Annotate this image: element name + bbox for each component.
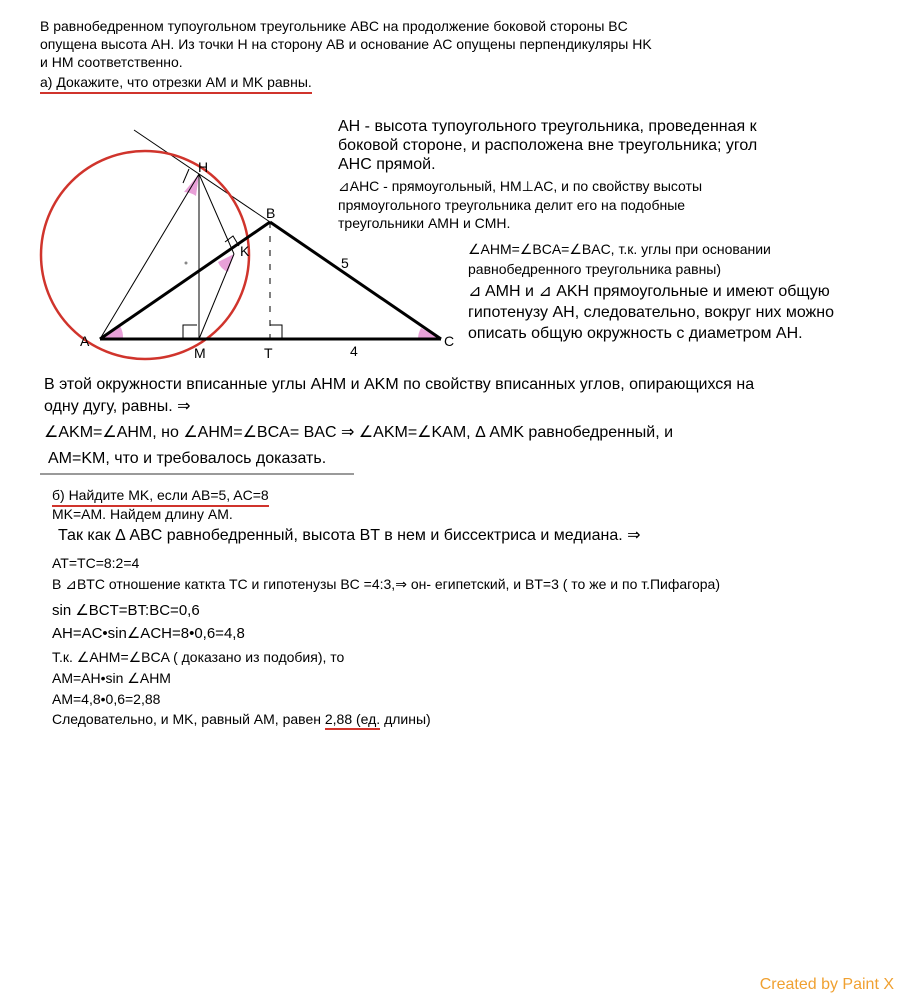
part-b-line-4: В ⊿BTC отношение катктa TC и гипотенузы BC =4:3,⇒ он- египетский, и BT=3 ( то же и по т.Пифагора) xyxy=(52,576,721,592)
explanation-p4-line-2: гипотенузу AH, следовательно, вокруг них можно xyxy=(468,304,834,321)
explanation-p2-line-3: треугольники AMH и CMH. xyxy=(338,215,511,231)
explanation-p2-line-1: ⊿AHC - прямоугольный, HM⊥AC, и по свойству высоты xyxy=(338,178,702,194)
explanation-p4-line-3: описать общую окружность с диаметром AH. xyxy=(468,325,803,342)
conclusion-prefix: Следовательно, и MK, равный AM, равен xyxy=(52,711,325,727)
altitude-ah xyxy=(100,174,199,339)
right-angle-t xyxy=(270,325,282,339)
part-b-line-9: AM=4,8•0,6=2,88 xyxy=(52,691,161,707)
conclusion-suffix: длины) xyxy=(380,711,431,727)
part-a-question: а) Докажите, что отрезки AM и MK равны. xyxy=(40,74,312,94)
label-t: T xyxy=(264,345,273,361)
right-angle-h xyxy=(183,169,189,183)
label-k: K xyxy=(240,243,250,259)
label-b: B xyxy=(266,205,276,221)
proof-line-4: AM=KM, что и требовалось доказать. xyxy=(48,450,327,467)
part-b-line-2: Так как Δ ABC равнобедренный, высота BT в нем и биссектриса и медиана. ⇒ xyxy=(58,527,641,544)
explanation-p2-line-2: прямоугольного треугольника делит его на подобные xyxy=(338,197,686,213)
label-bc-length: 5 xyxy=(341,255,349,271)
proof-line-2: одну дугу, равны. ⇒ xyxy=(44,398,191,415)
part-b-line-6: AH=AC•sin∠ACH=8•0,6=4,8 xyxy=(52,625,245,642)
label-h: H xyxy=(198,159,209,175)
part-b-line-7: Т.к. ∠AHM=∠BCA ( доказано из подобия), то xyxy=(52,649,345,665)
circumcircle xyxy=(41,151,249,359)
final-answer: 2,88 (ед. xyxy=(325,711,380,730)
part-b-line-5: sin ∠BCT=BT:BC=0,6 xyxy=(52,602,200,619)
watermark: Created by Paint X xyxy=(759,976,894,993)
circle-center-dot xyxy=(185,262,188,265)
part-b-line-3: AT=TC=8:2=4 xyxy=(52,555,140,571)
explanation-p3-line-2: равнобедренного треугольника равны) xyxy=(468,261,722,277)
explanation-p1-line-3: AHC прямой. xyxy=(338,156,436,173)
label-m: M xyxy=(194,345,206,361)
part-b-question: б) Найдите MK, если AB=5, AC=8 xyxy=(52,487,269,507)
line-bc-extension xyxy=(134,130,270,222)
label-c: C xyxy=(444,333,455,349)
explanation-p3-line-1: ∠AHM=∠BCA=∠BAC, т.к. углы при основании xyxy=(468,241,771,257)
part-b-line-8: AM=AH•sin ∠AHM xyxy=(52,670,171,686)
label-tc-length: 4 xyxy=(350,343,358,359)
divider xyxy=(40,473,354,475)
part-b-conclusion xyxy=(52,711,431,728)
label-a: A xyxy=(80,333,90,349)
side-ab xyxy=(100,222,270,339)
explanation-p4-line-1: ⊿ AMH и ⊿ AKH прямоугольные и имеют общую xyxy=(468,283,830,300)
side-bc xyxy=(270,222,441,339)
problem-line-2: опущена высота AH. Из точки H на сторону AB и основание AC опущены перпендикуляры HK xyxy=(40,36,652,52)
explanation-p1-line-1: AH - высота тупоугольного треугольника, проведенная к xyxy=(338,118,757,135)
proof-line-3: ∠AKM=∠AHM, но ∠AHM=∠BCA= BAC ⇒ ∠AKM=∠KAM, Δ AMK равнобедренный, и xyxy=(44,424,674,441)
problem-line-1: В равнобедренном тупоугольном треугольнике ABC на продолжение боковой стороны BC xyxy=(40,18,628,34)
explanation-p1-line-2: боковой стороне, и расположена вне треугольника; угол xyxy=(338,137,758,154)
right-angle-m xyxy=(183,325,197,339)
part-b-line-1: MK=AM. Найдем длину AM. xyxy=(52,506,233,522)
problem-line-3: и HM соответственно. xyxy=(40,54,183,70)
proof-line-1: В этой окружности вписанные углы AHM и AKM по свойству вписанных углов, опирающихся на xyxy=(44,376,755,393)
